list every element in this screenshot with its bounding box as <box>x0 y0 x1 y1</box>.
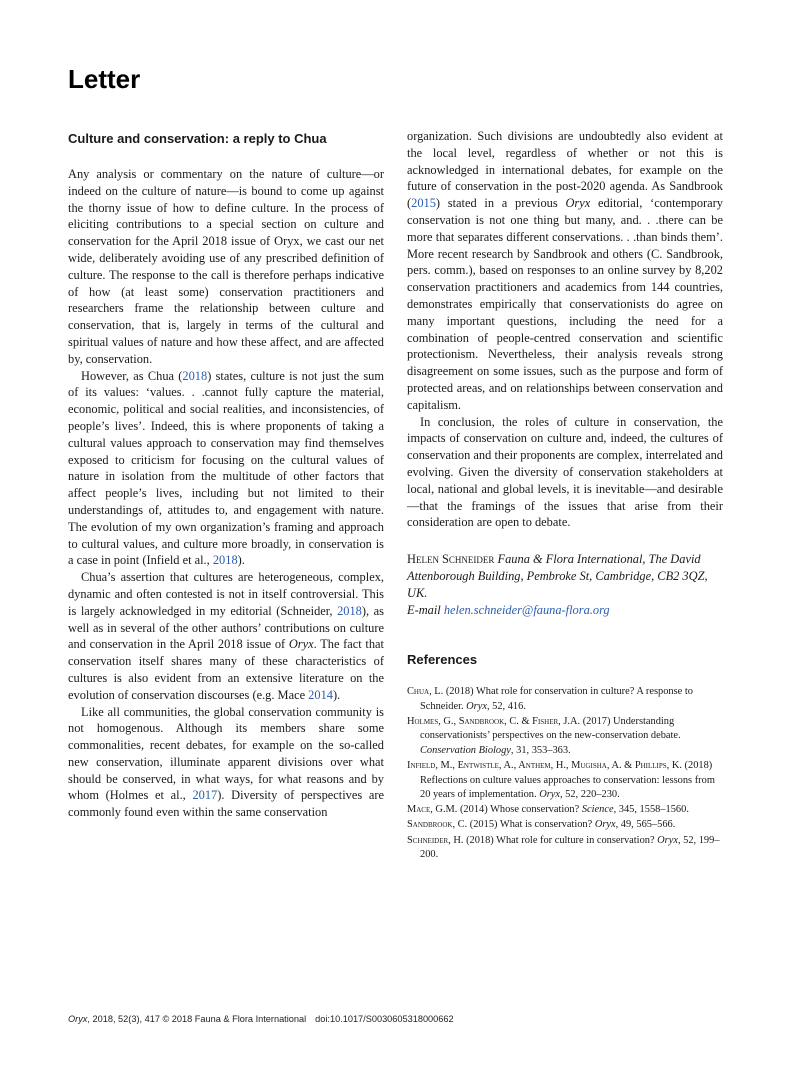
page-label: Letter <box>68 64 141 94</box>
reference-item <box>407 685 723 714</box>
citation-link-schneider-2018[interactable]: 2018 <box>337 603 362 618</box>
author-email-link[interactable]: helen.schneider@fauna-flora.org <box>443 602 610 617</box>
reference-tail: , 52, 199–200. <box>420 834 720 861</box>
reference-item <box>407 759 723 803</box>
reference-item <box>407 803 723 818</box>
text-span: . The fact that conservation itself shares many of these characteristics of cultures is also evident from an extensive literature on the evolution of conservation discourses (e.g. Mace <box>68 637 384 702</box>
text-span: ). <box>237 553 245 568</box>
reference-text: (2018) Reflections on culture values approaches to conservation: lessons from 20 years of implementation. <box>420 760 715 801</box>
reference-item <box>407 715 723 759</box>
journal-name: Oryx <box>288 637 314 652</box>
paragraph-2 <box>68 368 384 570</box>
paragraph-3 <box>68 569 384 703</box>
reference-authors: Infield, M., Entwistle, A., Anthem, H., Mugisha, A. & Phillips, K. <box>407 760 682 772</box>
footer-journal: Oryx <box>68 1014 88 1024</box>
paragraph-4-continued <box>407 128 723 414</box>
citation-link-infield-2018[interactable]: 2018 <box>212 553 238 568</box>
reference-journal: Oryx <box>539 789 560 801</box>
citation-link-mace-2014[interactable]: 2014 <box>308 687 333 702</box>
paragraph-5: In conclusion, the roles of culture in conservation, the impacts of conservation on culture and, indeed, the cultures of conservation and their proponents are complex, interrelated and evolving. Given the diversity of conservation stakeholders at local, national and global levels, it is inevitable—and desirable—that the framings of the issues that arise from their consideration are open to debate. <box>407 414 723 530</box>
reference-item <box>407 834 723 863</box>
footer <box>68 1014 454 1024</box>
author-signature <box>407 551 723 618</box>
reference-text: (2018) What role for conservation in culture? A response to Schneider. <box>420 686 693 712</box>
author-name: Helen Schneider <box>407 552 495 567</box>
reference-journal: Oryx <box>466 700 487 712</box>
reference-tail: , 52, 416. <box>486 700 526 712</box>
text-span: ) stated in a previous <box>435 196 566 211</box>
right-column <box>407 128 723 863</box>
reference-authors: Mace, G.M. <box>407 804 458 816</box>
text-span: Chua’s assertion that cultures are heterogeneous, complex, dynamic and often contested is not in itself controversial. This is largely acknowledged in my editorial (Schneider, <box>68 570 384 618</box>
references-heading: References <box>407 652 478 668</box>
reference-journal: Oryx <box>594 819 616 831</box>
text-span: organization. Such divisions are undoubtedly also evident at the local level, regardless of whether or not this is acknowledged in international debates, for example on the future of conservation in the post-2020 agenda. As Sandbrook ( <box>407 129 723 211</box>
reference-authors: Sandbrook, C. <box>407 819 468 831</box>
reference-authors: Holmes, G., Sandbrook, C. & Fisher, J.A. <box>407 715 581 727</box>
reference-text: (2014) Whose conservation? <box>457 804 582 816</box>
paragraph-4 <box>68 704 384 822</box>
citation-link-holmes-2017[interactable]: 2017 <box>192 788 218 803</box>
reference-authors: Schneider, H. <box>407 834 464 846</box>
reference-authors: Chua, L. <box>407 686 444 698</box>
reference-text: (2017) Understanding conservationists’ perspectives on the new-conservation debate. <box>420 715 681 742</box>
reference-tail: , 52, 220–230. <box>559 789 620 801</box>
email-label: E-mail <box>407 602 444 617</box>
reference-tail: , 49, 565–566. <box>615 819 676 831</box>
author-affiliation: Fauna & Flora International, The David Attenborough Building, Pembroke St, Cambridge, CB2 3QZ, UK. <box>407 552 708 600</box>
journal-name: Oryx <box>565 196 591 211</box>
text-span: ). <box>332 687 341 702</box>
text-span: Like all communities, the global conservation community is not homogenous. Although its members share some commonalities, recent debates, for example on the so-called new conservation, illuminate apparent divisions over what should be conserved, in what ways, for what reasons and by whom (Holmes et al., <box>68 704 384 803</box>
reference-list <box>407 685 723 863</box>
text-span: ). Diversity of perspectives are commonly found even within the same conservation <box>68 788 385 820</box>
footer-doi: doi:10.1017/S0030605318000662 <box>315 1014 454 1024</box>
left-column <box>68 128 384 821</box>
reference-text: (2018) What role for culture in conservation? <box>463 834 658 846</box>
footer-citation: , 2018, 52(3), 417 © 2018 Fauna & Flora International <box>87 1014 307 1024</box>
text-span: editorial, ‘contemporary conservation is not one thing but many, and. . .there can be more that separates different conservations. . .than binds them’. More recent research by Sandbrook and others (C. Sandbrook, pers. comm.), based on responses to an online survey by 8,202 conservation practitioners and academics from 144 countries, demonstrates empirically that conservationists do agree on many important questions, including the need for a combination of people-centred conservation and scientific protectionism. Nevertheless, their analysis reveals strong disagreement on some issues, such as the purpose and form of protected areas, and on relationships between conservation and capitalism. <box>407 196 724 412</box>
text-span: ) states, culture is not just the sum of its values: ‘values. . .cannot fully capture the material, economic, political and social realities, and inconsistencies, of people’s lives’. Indeed, this is where proponents of taking a cultural values approach to conservation may find themselves exposed to criticism for focusing on the cultural values of nature in isolation from the multitude of other factors that affect people’s lives, including but not limited to their understandings of, attitudes to, and engagement with nature. The evolution of my own organization’s framing and approach to cultural values, and culture more broadly, in conservation is a case in point (Infield et al., <box>68 368 384 568</box>
text-span: However, as Chua ( <box>81 368 183 383</box>
reference-text: (2015) What is conservation? <box>467 819 595 831</box>
reference-journal: Science <box>581 804 614 816</box>
citation-link-sandbrook-2015[interactable]: 2015 <box>411 196 436 211</box>
reference-tail: , 31, 353–363. <box>510 744 571 756</box>
reference-journal: Conservation Biology <box>420 744 511 756</box>
text-span: ), as well as in several of the other authors’ contributions on culture and conservation in the April 2018 issue of <box>68 603 384 652</box>
paragraph-1: Any analysis or commentary on the nature of culture—or indeed on the culture of nature—is bound to come up against the thorny issue of how to define culture. In the process of eliciting contributions to a special section on culture and conservation for the April 2018 issue of Oryx, we cast our net wide, deliberately avoiding use of any prescribed definition of culture. The response to the call is therefore perhaps indicative of how (at least some) conservation practitioners and researchers frame the relationship between culture and conservation, that is, largely in terms of the cultural and spiritual values of nature and how these affect, and are affected by, conservation. <box>68 167 384 366</box>
reference-item <box>407 818 723 833</box>
citation-link-chua-2018[interactable]: 2018 <box>182 368 208 383</box>
reference-journal: Oryx <box>657 834 678 846</box>
article-title: Culture and conservation: a reply to Chua <box>68 131 327 146</box>
reference-tail: , 345, 1558–1560. <box>613 804 689 816</box>
